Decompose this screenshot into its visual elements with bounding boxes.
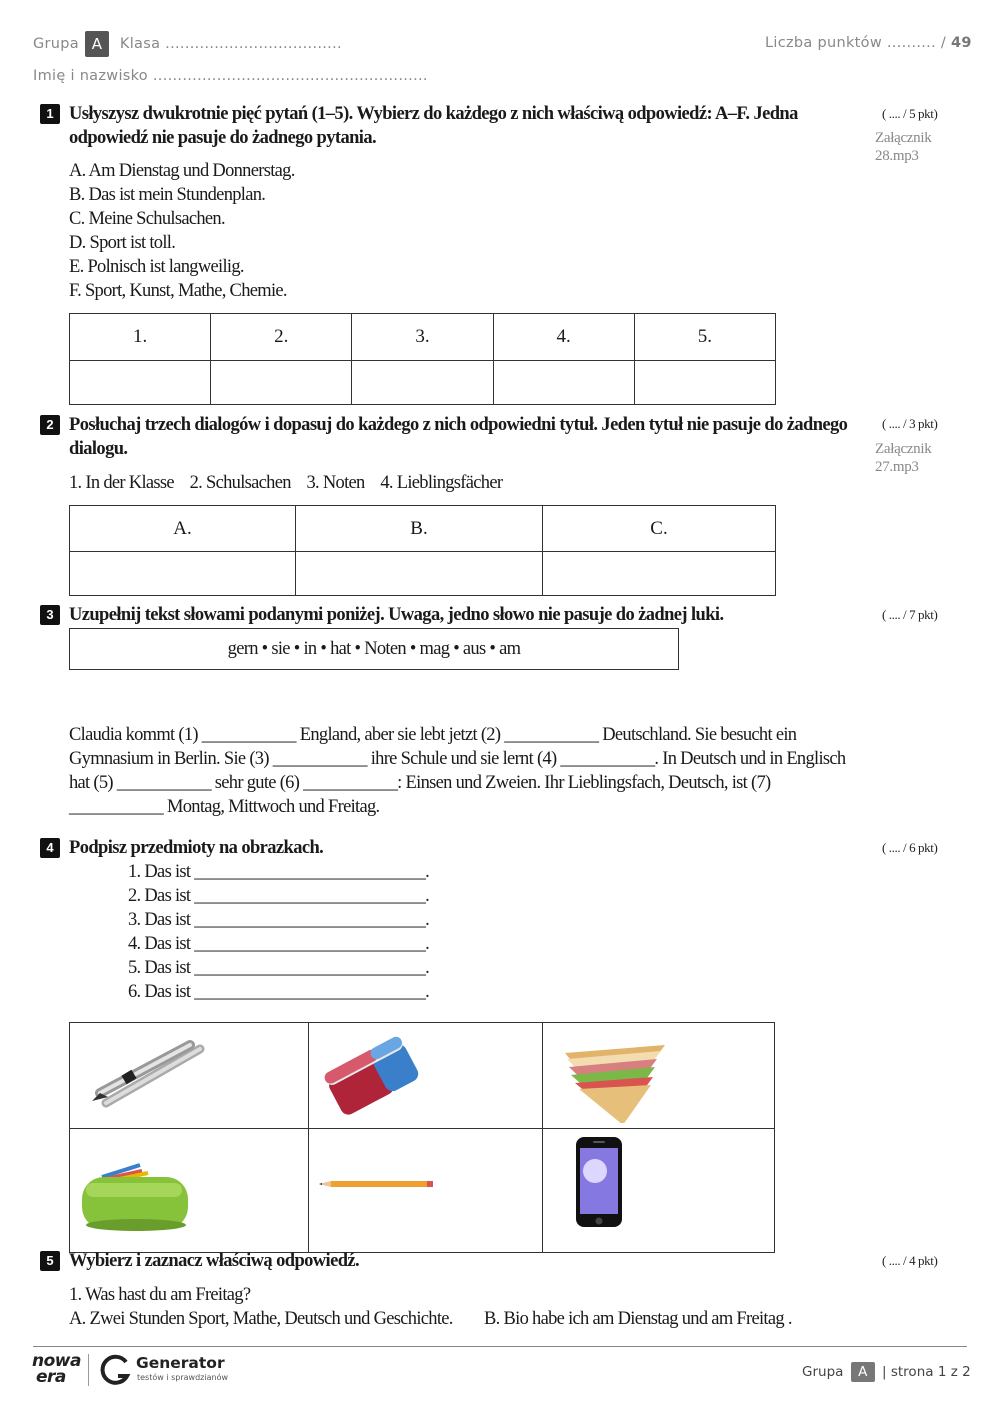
picture-cell-pencil [309, 1129, 543, 1253]
q2-attachment[interactable] [875, 440, 931, 476]
q2-answer-table [69, 505, 776, 596]
attachment-file: 28.mp3 [875, 148, 919, 164]
q2-title-option: 3. Noten [306, 473, 365, 493]
class-field[interactable]: Klasa .................................... [119, 36, 342, 52]
q4-line-4[interactable]: 4. Das ist ___________________________. [128, 934, 430, 954]
q1-answer-cell-1[interactable] [70, 361, 211, 405]
q5-option-b[interactable]: B. Bio habe ich am Dienstag und am Freitag . [484, 1309, 792, 1329]
q1-header-4: 4. [493, 314, 634, 361]
q1-answer-table [69, 313, 776, 405]
q1-header-2: 2. [211, 314, 352, 361]
q4-line-5[interactable]: 5. Das ist ___________________________. [128, 958, 430, 978]
q1-header-5: 5. [634, 314, 775, 361]
q4-line-3[interactable]: 3. Das ist ___________________________. [128, 910, 430, 930]
q5-points: ( .... / 4 pkt) [882, 1253, 938, 1268]
q3-word-bank: gern • sie • in • hat • Noten • mag • aus • am [69, 628, 679, 670]
fountain-pen-icon [70, 1023, 308, 1123]
name-field[interactable]: Imię i nazwisko ........................................................ [33, 68, 428, 84]
attachment-label: Załącznik [875, 441, 932, 457]
q1-title-line2: odpowiedź nie pasuje do żadnego pytania. [69, 128, 376, 148]
q2-answer-cell-a[interactable] [70, 552, 296, 596]
q1-header-1: 1. [70, 314, 211, 361]
q2-header-b: B. [296, 506, 543, 552]
q1-attachment[interactable] [875, 129, 931, 165]
q1-title-line1: Usłyszysz dwukrotnie pięć pytań (1–5). Wybierz do każdego z nich właściwą odpowiedź: A–F. Jedna [69, 104, 798, 124]
generator-logo-icon [100, 1354, 132, 1386]
picture-cell-sandwich [543, 1023, 775, 1129]
q3-text-line: Gymnasium in Berlin. Sie (3) ___________ ihre Schule und sie lernt (4) ___________. In Deutsch und in Englisch [69, 749, 846, 769]
question-1-title [69, 102, 869, 150]
q2-points: ( .... / 3 pkt) [882, 416, 938, 431]
q1-answer-cell-2[interactable] [211, 361, 352, 405]
q1-answer-cell-4[interactable] [493, 361, 634, 405]
question-number-4: 4 [40, 838, 60, 858]
picture-cell-pen [70, 1023, 309, 1129]
q3-text-line: hat (5) ___________ sehr gute (6) ___________: Einsen und Zweien. Ihr Lieblingsfach, Deutsch, ist (7) [69, 773, 771, 793]
q5-question: 1. Was hast du am Freitag? [69, 1285, 251, 1305]
q3-text-line: ___________ Montag, Mittwoch und Freitag. [69, 797, 380, 817]
picture-cell-phone [543, 1129, 775, 1253]
q1-answer-cell-3[interactable] [352, 361, 493, 405]
smartphone-icon [543, 1129, 774, 1247]
pencil-icon [309, 1129, 542, 1247]
logo-line2: era [36, 1367, 66, 1387]
q1-option-d: D. Sport ist toll. [69, 233, 176, 253]
picture-cell-eraser [309, 1023, 543, 1129]
question-number-2: 2 [40, 415, 60, 435]
q4-line-2[interactable]: 2. Das ist ___________________________. [128, 886, 430, 906]
group-label: Grupa [33, 36, 79, 52]
footer-group-label: Grupa [802, 1364, 844, 1380]
footer-page-number: | strona 1 z 2 [882, 1364, 971, 1380]
question-2-title [69, 413, 869, 461]
q1-option-e: E. Polnisch ist langweilig. [69, 257, 244, 277]
q3-points: ( .... / 7 pkt) [882, 607, 938, 622]
q2-header-a: A. [70, 506, 296, 552]
q3-gap-text [69, 723, 889, 819]
q2-header-c: C. [543, 506, 776, 552]
logo-line1: nowa [32, 1351, 81, 1371]
footer-group-badge: A [851, 1362, 875, 1382]
generator-title: Generator [136, 1354, 225, 1372]
q4-picture-grid [69, 1022, 775, 1253]
q1-header-3: 3. [352, 314, 493, 361]
attachment-label: Załącznik [875, 130, 932, 146]
footer-divider [33, 1346, 967, 1347]
q1-points: ( .... / 5 pkt) [882, 106, 938, 121]
q4-line-1[interactable]: 1. Das ist ___________________________. [128, 862, 430, 882]
q2-title-line2: dialogu. [69, 439, 128, 459]
question-number-1: 1 [40, 104, 60, 124]
logo-separator [88, 1354, 89, 1386]
q2-title-line1: Posłuchaj trzech dialogów i dopasuj do każdego z nich odpowiedni tytuł. Jeden tytuł nie pasuje do żadnego [69, 415, 848, 435]
eraser-icon [309, 1023, 542, 1123]
attachment-file: 27.mp3 [875, 459, 919, 475]
picture-cell-pencil-case [70, 1129, 309, 1253]
header-group [33, 31, 342, 57]
q5-option-a[interactable]: A. Zwei Stunden Sport, Mathe, Deutsch und Geschichte. [69, 1309, 453, 1329]
nowa-era-logo [32, 1353, 81, 1385]
q2-answer-cell-b[interactable] [296, 552, 543, 596]
q2-title-option: 1. In der Klasse [69, 473, 174, 493]
generator-subtitle: testów i sprawdzianów [137, 1373, 228, 1382]
q1-option-c: C. Meine Schulsachen. [69, 209, 225, 229]
q1-answer-cell-5[interactable] [634, 361, 775, 405]
question-number-5: 5 [40, 1251, 60, 1271]
q2-title-option: 4. Lieblingsfächer [380, 473, 503, 493]
points-summary [765, 35, 972, 51]
group-badge: A [85, 31, 109, 57]
q1-option-b: B. Das ist mein Stundenplan. [69, 185, 266, 205]
question-5-title: Wybierz i zaznacz właściwą odpowiedź. [69, 1251, 360, 1271]
q1-option-f: F. Sport, Kunst, Mathe, Chemie. [69, 281, 287, 301]
q2-titles [69, 471, 502, 495]
pencil-case-icon [70, 1129, 308, 1247]
q2-title-option: 2. Schulsachen [189, 473, 291, 493]
q2-answer-cell-c[interactable] [543, 552, 776, 596]
q4-line-6[interactable]: 6. Das ist ___________________________. [128, 982, 430, 1002]
points-total: 49 [951, 35, 972, 51]
q3-text-line: Claudia kommt (1) ___________ England, aber sie lebt jetzt (2) ___________ Deutschland. Sie besucht ein [69, 725, 797, 745]
sandwich-icon [543, 1023, 774, 1123]
footer-page-info [802, 1362, 971, 1382]
question-number-3: 3 [40, 605, 60, 625]
question-3-title: Uzupełnij tekst słowami podanymi poniżej. Uwaga, jedno słowo nie pasuje do żadnej luki. [69, 605, 724, 625]
points-label: Liczba punktów .......... / [765, 35, 947, 51]
q1-option-a: A. Am Dienstag und Donnerstag. [69, 161, 295, 181]
q4-points: ( .... / 6 pkt) [882, 840, 938, 855]
question-4-title: Podpisz przedmioty na obrazkach. [69, 838, 324, 858]
